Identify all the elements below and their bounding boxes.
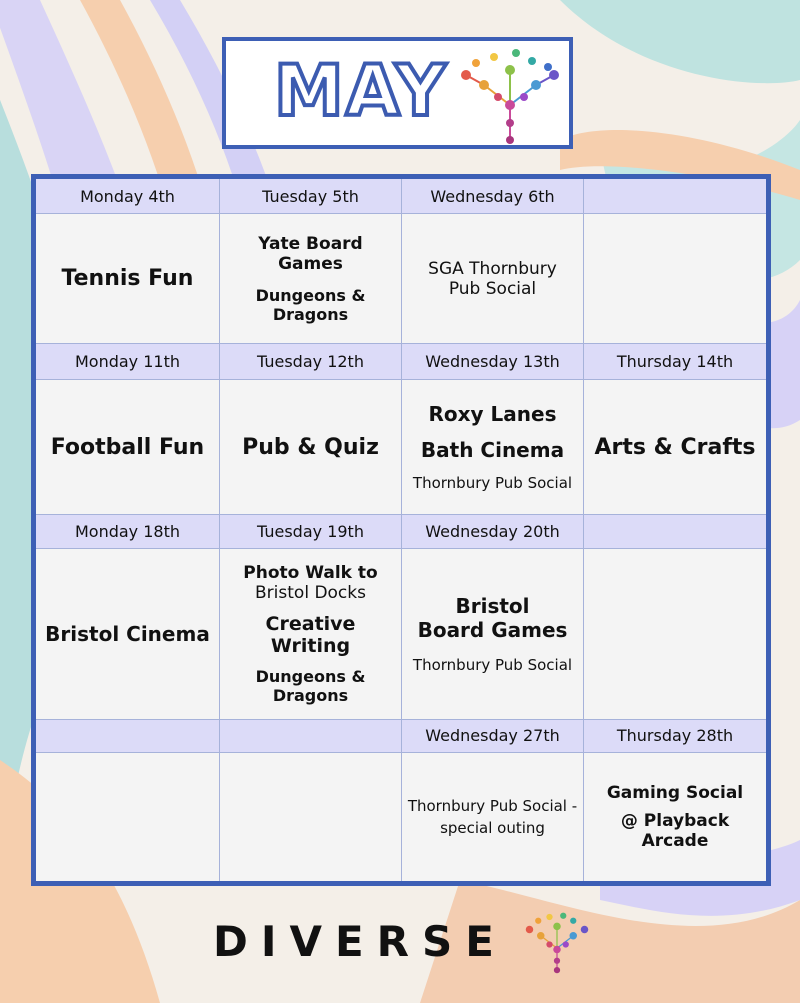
event-text: Bristol Docks [255, 582, 366, 603]
event-cell [220, 548, 402, 719]
event-text: Bristol [455, 593, 530, 618]
day-label: Monday 4th [34, 177, 220, 214]
day-header-row [34, 344, 769, 380]
event-cell [220, 753, 402, 884]
event-text: SGA Thornbury [428, 258, 557, 279]
day-label: Monday 18th [34, 515, 220, 548]
event-cell [584, 753, 769, 884]
event-text: Photo Walk to [243, 562, 378, 583]
event-text: Yate Board Games [258, 233, 363, 274]
event-cell [34, 380, 220, 515]
day-header-row [34, 177, 769, 214]
day-label: Tuesday 12th [220, 344, 402, 380]
event-text: @ Playback Arcade [620, 811, 730, 852]
event-text: Roxy Lanes [428, 402, 557, 427]
day-label [584, 515, 769, 548]
event-cell [584, 214, 769, 344]
day-label: Tuesday 5th [220, 177, 402, 214]
event-cell [402, 548, 584, 719]
day-label: Thursday 28th [584, 719, 769, 752]
tree-network-icon [454, 45, 566, 145]
day-label: Thursday 14th [584, 344, 769, 380]
event-text: Thornbury Pub Social [412, 474, 573, 493]
day-header-row [34, 719, 769, 752]
day-label: Wednesday 20th [402, 515, 584, 548]
event-text: special outing [440, 819, 545, 838]
event-row [34, 753, 769, 884]
event-text: Pub Social [448, 278, 537, 299]
day-header-row [34, 515, 769, 548]
event-text: Creative Writing [265, 612, 356, 657]
tree-network-icon [522, 910, 592, 974]
day-label: Wednesday 13th [402, 344, 584, 380]
event-text: Football Fun [50, 434, 205, 460]
event-row [34, 548, 769, 719]
day-label [34, 719, 220, 752]
event-cell [402, 753, 584, 884]
event-text: Thornbury Pub Social [412, 655, 573, 674]
brand-wordmark: DIVERSE [213, 917, 507, 966]
day-label: Wednesday 6th [402, 177, 584, 214]
event-text: Dungeons & Dragons [255, 285, 366, 324]
event-cell [34, 753, 220, 884]
event-text: Board Games [417, 617, 568, 642]
day-label [584, 177, 769, 214]
event-text: Bristol Cinema [45, 621, 210, 646]
event-cell [220, 214, 402, 344]
event-cell [34, 214, 220, 344]
event-text: Dungeons & Dragons [255, 666, 366, 705]
event-text: Arts & Crafts [594, 434, 756, 460]
month-title: MAY [274, 50, 448, 132]
event-cell [402, 214, 584, 344]
event-cell [402, 380, 584, 515]
event-text: Gaming Social [606, 783, 744, 804]
calendar-table [31, 174, 771, 886]
event-cell [584, 380, 769, 515]
event-cell [584, 548, 769, 719]
event-text: Tennis Fun [61, 266, 194, 292]
event-cell [34, 548, 220, 719]
month-title-box [222, 37, 573, 149]
day-label [220, 719, 402, 752]
event-text: Thornbury Pub Social - [407, 797, 578, 816]
event-text: Bath Cinema [420, 438, 565, 463]
day-label: Wednesday 27th [402, 719, 584, 752]
day-label: Monday 11th [34, 344, 220, 380]
day-label: Tuesday 19th [220, 515, 402, 548]
event-text: Pub & Quiz [242, 434, 379, 460]
event-row [34, 214, 769, 344]
event-row [34, 380, 769, 515]
event-cell [220, 380, 402, 515]
